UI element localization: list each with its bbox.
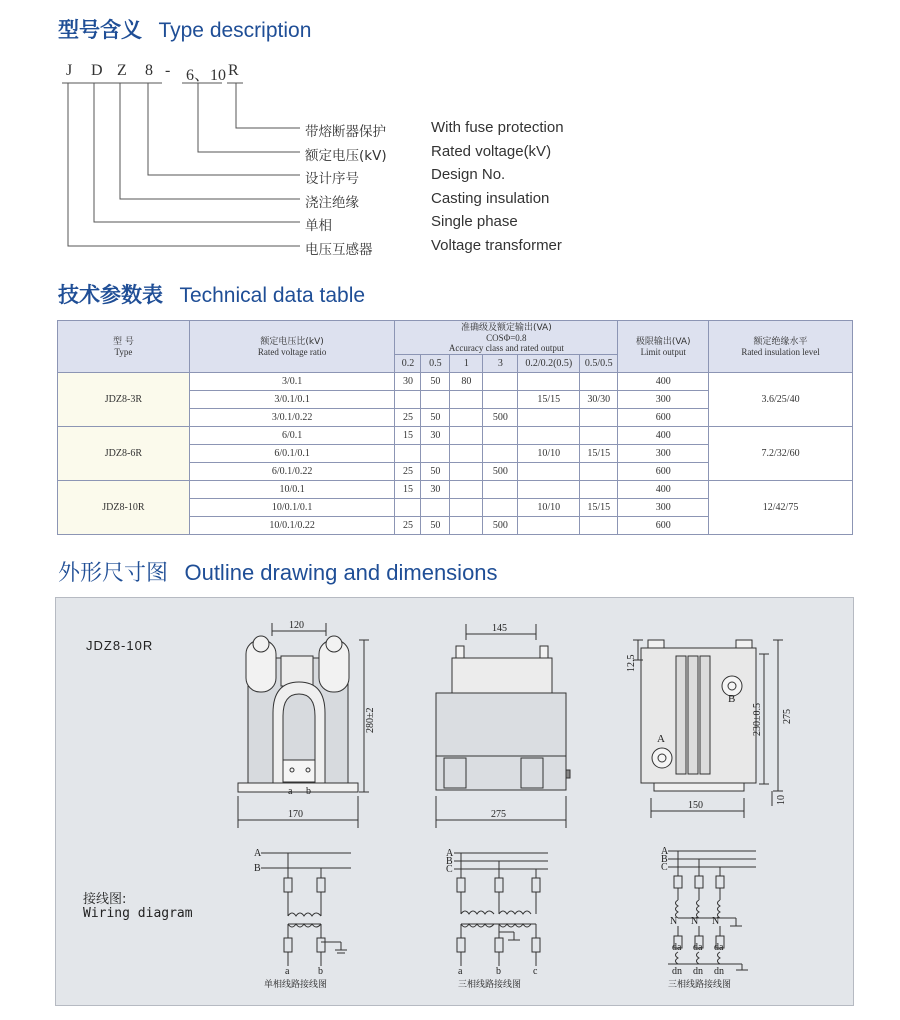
insulation-cell: 3.6/25/40 [709, 373, 853, 427]
wire-letter-b: b [496, 966, 501, 977]
wire-letter-dn: dn [693, 966, 703, 977]
wire-letter-da: da [714, 942, 724, 953]
outline-section-title [58, 556, 498, 587]
accuracy-cell [518, 517, 580, 535]
accuracy-cell [421, 391, 450, 409]
accuracy-cell [518, 373, 580, 391]
tech-title-zh: 技术参数表 [58, 283, 163, 307]
tech-title-en: Technical data table [179, 284, 366, 307]
type-title-en: Type description [158, 19, 312, 42]
ratio-cell: 10/0.1/0.1 [189, 499, 395, 517]
code-letter: - [165, 62, 171, 79]
code-letter: 6、10 [186, 67, 227, 84]
outline-title-en: Outline drawing and dimensions [184, 560, 498, 585]
header-class: 1 [450, 355, 483, 373]
tech-section-title [58, 279, 365, 309]
wiring-single-phase [261, 853, 351, 966]
limit-cell: 300 [618, 391, 709, 409]
model-cell: JDZ8-10R [58, 481, 190, 535]
accuracy-cell: 15 [395, 481, 421, 499]
accuracy-cell [580, 463, 618, 481]
table-row [58, 481, 853, 499]
accuracy-cell [580, 427, 618, 445]
outline-panel [55, 597, 854, 1006]
accuracy-cell: 15/15 [518, 391, 580, 409]
header-accuracy: 准确级及额定输出(VA) COSΦ=0.8 Accuracy class and rated output [395, 321, 618, 355]
accuracy-cell [421, 499, 450, 517]
code-letter: 8 [145, 62, 153, 79]
accuracy-cell: 80 [450, 373, 483, 391]
accuracy-cell: 500 [483, 409, 518, 427]
model-cell: JDZ8-6R [58, 427, 190, 481]
accuracy-cell [580, 373, 618, 391]
accuracy-cell: 500 [483, 463, 518, 481]
accuracy-cell: 50 [421, 373, 450, 391]
accuracy-cell: 50 [421, 409, 450, 427]
accuracy-cell [518, 427, 580, 445]
wiring-caption-2: 三相线路接线图 [458, 980, 522, 990]
accuracy-cell: 15/15 [580, 445, 618, 463]
dim-right-base: 10 [776, 795, 787, 805]
wire-letter-A: A [254, 848, 262, 859]
wire-letter-C: C [661, 862, 668, 873]
accuracy-cell [450, 445, 483, 463]
limit-cell: 400 [618, 427, 709, 445]
accuracy-cell: 30 [421, 481, 450, 499]
insulation-cell: 12/42/75 [709, 481, 853, 535]
legend-zh: 额定电压(kV) [305, 148, 387, 164]
accuracy-cell [421, 445, 450, 463]
wiring-title-en: Wiring diagram [83, 906, 193, 921]
accuracy-cell [450, 499, 483, 517]
wire-letter-B: B [254, 863, 261, 874]
accuracy-cell [483, 481, 518, 499]
dim-side-width: 275 [491, 809, 506, 820]
accuracy-cell: 15 [395, 427, 421, 445]
accuracy-cell [450, 517, 483, 535]
header-class: 0.2/0.2(0.5) [518, 355, 580, 373]
accuracy-cell: 25 [395, 463, 421, 481]
limit-cell: 300 [618, 499, 709, 517]
table-row [58, 373, 853, 391]
wire-letter-c: c [533, 966, 538, 977]
wire-letter-B: B [661, 854, 668, 865]
ratio-cell: 10/0.1/0.22 [189, 517, 395, 535]
dim-front-width: 170 [288, 809, 303, 820]
header-class: 0.5 [421, 355, 450, 373]
legend-en: Design No. [431, 166, 506, 183]
legend-zh: 带熔断器保护 [305, 124, 386, 140]
model-cell: JDZ8-3R [58, 373, 190, 427]
accuracy-cell: 50 [421, 517, 450, 535]
ratio-cell: 6/0.1/0.1 [189, 445, 395, 463]
dim-right-width: 150 [688, 800, 703, 811]
code-letter: Z [117, 62, 127, 79]
dim-right-height: 275 [782, 709, 793, 724]
terminal-label-B: B [728, 693, 736, 705]
wiring-caption-1: 单相线路接线图 [264, 980, 328, 990]
wiring-caption-3: 三相线路接线图 [668, 980, 732, 990]
wire-letter-B: B [446, 856, 453, 867]
dim-side-top: 145 [492, 623, 507, 634]
code-letter: J [66, 62, 73, 79]
accuracy-cell: 30 [421, 427, 450, 445]
accuracy-cell [580, 481, 618, 499]
terminal-label-A: A [657, 733, 665, 745]
wire-letter-N: N [691, 916, 699, 927]
legend-zh: 设计序号 [305, 171, 359, 187]
accuracy-cell [450, 391, 483, 409]
legend-en: With fuse protection [431, 119, 564, 136]
header-limit: 极限输出(VA) Limit output [618, 321, 709, 373]
table-body [58, 373, 853, 535]
accuracy-cell [395, 445, 421, 463]
header-class: 3 [483, 355, 518, 373]
accuracy-cell [483, 373, 518, 391]
wiring-three-phase-a [454, 853, 548, 966]
accuracy-cell [483, 427, 518, 445]
legend-en: Single phase [431, 213, 518, 230]
panel-model-label: JDZ8-10R [86, 638, 154, 653]
outline-title-zh: 外形尺寸图 [58, 561, 169, 586]
accuracy-cell [483, 499, 518, 517]
legend-en: Voltage transformer [431, 237, 562, 254]
accuracy-cell: 30/30 [580, 391, 618, 409]
wire-letter-dn: dn [714, 966, 724, 977]
limit-cell: 300 [618, 445, 709, 463]
accuracy-cell [518, 463, 580, 481]
accuracy-cell: 25 [395, 409, 421, 427]
wire-letter-da: da [693, 942, 703, 953]
accuracy-cell: 50 [421, 463, 450, 481]
accuracy-cell [483, 445, 518, 463]
type-title-zh: 型号含义 [58, 18, 142, 42]
wire-letter-dn: dn [672, 966, 682, 977]
ratio-cell: 3/0.1/0.1 [189, 391, 395, 409]
wiring-title-zh: 接线图: [83, 892, 127, 907]
accuracy-cell [450, 463, 483, 481]
accuracy-cell [518, 409, 580, 427]
accuracy-cell: 15/15 [580, 499, 618, 517]
header-class: 0.5/0.5 [580, 355, 618, 373]
dim-front-top: 120 [289, 620, 304, 631]
limit-cell: 400 [618, 373, 709, 391]
side-view [436, 624, 570, 828]
accuracy-cell: 500 [483, 517, 518, 535]
wire-letter-a: a [458, 966, 463, 977]
dim-front-height: 280±2 [365, 707, 376, 733]
header-insulation: 额定绝缘水平 Rated insulation level [709, 321, 853, 373]
insulation-cell: 7.2/32/60 [709, 427, 853, 481]
wire-letter-N: N [712, 916, 720, 927]
wire-letter-N: N [670, 916, 678, 927]
accuracy-cell: 10/10 [518, 445, 580, 463]
accuracy-cell: 10/10 [518, 499, 580, 517]
header-ratio: 额定电压比(kV) Rated voltage ratio [189, 321, 395, 373]
legend-en: Rated voltage(kV) [431, 143, 552, 160]
accuracy-cell: 25 [395, 517, 421, 535]
code-letter: R [228, 62, 239, 79]
accuracy-cell [580, 517, 618, 535]
ratio-cell: 3/0.1 [189, 373, 395, 391]
wire-letter-A: A [661, 846, 669, 857]
front-view [238, 623, 369, 828]
limit-cell: 400 [618, 481, 709, 499]
accuracy-cell [450, 409, 483, 427]
legend-zh: 电压互感器 [305, 242, 373, 258]
legend-zh: 单相 [305, 218, 332, 234]
wire-letter-a: a [285, 966, 290, 977]
ratio-cell: 6/0.1/0.22 [189, 463, 395, 481]
accuracy-cell [450, 481, 483, 499]
limit-cell: 600 [618, 463, 709, 481]
dim-right-inner: 230±0.5 [752, 703, 763, 736]
technical-data-table [57, 320, 853, 535]
code-letter: D [91, 62, 103, 79]
terminal-label-a: a [288, 786, 293, 797]
accuracy-cell [483, 391, 518, 409]
ratio-cell: 10/0.1 [189, 481, 395, 499]
legend-en: Casting insulation [431, 190, 550, 207]
accuracy-cell [395, 499, 421, 517]
terminal-label-b: b [306, 786, 311, 797]
ratio-cell: 3/0.1/0.22 [189, 409, 395, 427]
wire-letter-da: da [672, 942, 682, 953]
legend-zh: 浇注绝缘 [305, 195, 359, 211]
header-type: 型 号 Type [58, 321, 190, 373]
outline-drawings [56, 598, 855, 1007]
accuracy-cell [518, 481, 580, 499]
dim-right-top: 12.5 [626, 654, 637, 672]
ratio-cell: 6/0.1 [189, 427, 395, 445]
accuracy-cell [395, 391, 421, 409]
limit-cell: 600 [618, 409, 709, 427]
accuracy-cell: 30 [395, 373, 421, 391]
header-class: 0.2 [395, 355, 421, 373]
accuracy-cell [580, 409, 618, 427]
wire-letter-b: b [318, 966, 323, 977]
wire-letter-A: A [446, 848, 454, 859]
accuracy-cell [450, 427, 483, 445]
table-row [58, 427, 853, 445]
wire-letter-C: C [446, 864, 453, 875]
limit-cell: 600 [618, 517, 709, 535]
